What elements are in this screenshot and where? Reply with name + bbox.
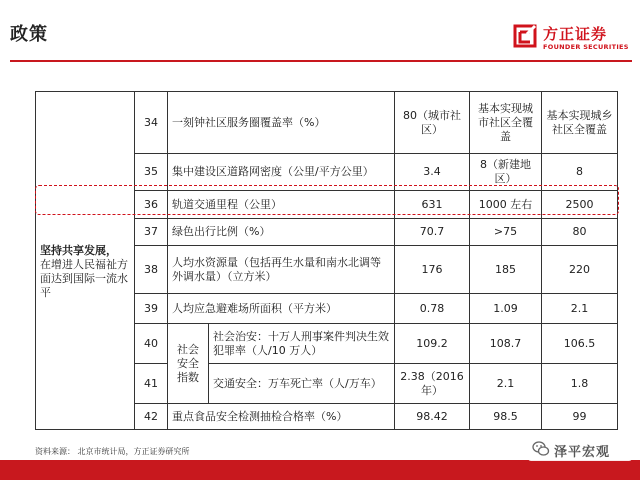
header-divider: [10, 60, 632, 62]
value-2020: 1.09: [470, 294, 542, 324]
row-number: 41: [135, 364, 168, 404]
value-2035: 2500: [542, 191, 618, 219]
founder-securities-logo: [511, 22, 635, 56]
source-note: 资料来源： 北京市统计局，方正证券研究所: [35, 447, 190, 456]
indicator-name: 交通安全：万车死亡率（人/万车）: [209, 364, 395, 404]
founder-logo-icon: [511, 22, 539, 50]
value-2020: 8（新建地区）: [470, 154, 542, 191]
value-2035: 2.1: [542, 294, 618, 324]
table-row: [36, 92, 618, 154]
indicator-name: 社会治安：十万人刑事案件判决生效犯罪率（人/10 万人）: [209, 324, 395, 364]
row-number: 35: [135, 154, 168, 191]
page-title: 政策: [10, 24, 48, 45]
value-2017: 80（城市社区）: [395, 92, 470, 154]
value-2035: 99: [542, 404, 618, 430]
logo-english-name: FOUNDER SECURITIES: [543, 43, 629, 51]
indicator-name: 人均水资源量（包括再生水量和南水北调等外调水量）（立方米）: [168, 246, 395, 294]
value-2017: 3.4: [395, 154, 470, 191]
goal-cell: [36, 92, 135, 430]
group-label: 社会安全指数: [168, 324, 209, 404]
value-2017: 98.42: [395, 404, 470, 430]
value-2017: 176: [395, 246, 470, 294]
row-number: 38: [135, 246, 168, 294]
indicator-name: 轨道交通里程（公里）: [168, 191, 395, 219]
logo-chinese-name: 方正证券: [543, 25, 608, 43]
value-2035: 基本实现城乡社区全覆盖: [542, 92, 618, 154]
goal-heading: 坚持共享发展，: [40, 243, 117, 257]
value-2020: 185: [470, 246, 542, 294]
indicator-name: 集中建设区道路网密度（公里/平方公里）: [168, 154, 395, 191]
value-2017: 0.78: [395, 294, 470, 324]
value-2017: 109.2: [395, 324, 470, 364]
indicator-name: 人均应急避难场所面积（平方米）: [168, 294, 395, 324]
value-2020: 2.1: [470, 364, 542, 404]
value-2017: 631: [395, 191, 470, 219]
value-2020: 98.5: [470, 404, 542, 430]
row-number: 42: [135, 404, 168, 430]
row-number: 37: [135, 219, 168, 246]
row-number: 39: [135, 294, 168, 324]
value-2035: 8: [542, 154, 618, 191]
row-number: 34: [135, 92, 168, 154]
indicator-name: 重点食品安全检测抽检合格率（%）: [168, 404, 395, 430]
indicator-table: [35, 91, 618, 430]
row-number: 36: [135, 191, 168, 219]
indicator-name: 绿色出行比例（%）: [168, 219, 395, 246]
value-2035: 1.8: [542, 364, 618, 404]
watermark-text: 泽平宏观: [554, 445, 611, 460]
value-2017: 70.7: [395, 219, 470, 246]
value-2035: 106.5: [542, 324, 618, 364]
value-2020: >75: [470, 219, 542, 246]
indicator-name: 一刻钟社区服务圈覆盖率（%）: [168, 92, 395, 154]
value-2017: 2.38（2016 年）: [395, 364, 470, 404]
value-2020: 基本实现城市社区全覆盖: [470, 92, 542, 154]
wechat-icon: [532, 440, 550, 458]
goal-body: 在增进人民福祉方面达到国际一流水平: [40, 257, 128, 299]
value-2020: 1000 左右: [470, 191, 542, 219]
row-number: 40: [135, 324, 168, 364]
watermark: [528, 437, 632, 461]
footer-bar: [0, 460, 640, 480]
value-2035: 220: [542, 246, 618, 294]
value-2035: 80: [542, 219, 618, 246]
value-2020: 108.7: [470, 324, 542, 364]
